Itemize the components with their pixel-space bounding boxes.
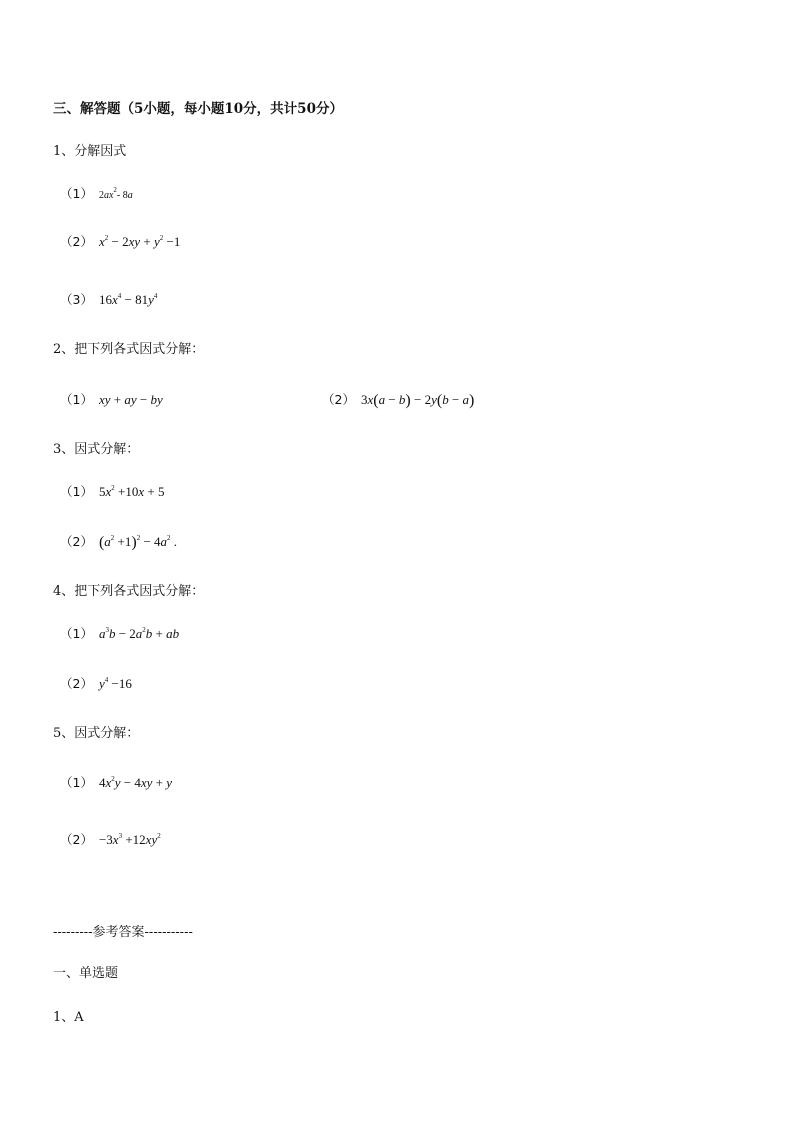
math-expression: $2ax^2-$ 8a: [98, 186, 133, 201]
math-expression: xy + ay − by: [98, 392, 163, 407]
math-expression: $a^3b - 2a^2b$ + ab: [98, 626, 180, 641]
question-2-item-2: （2） 3x(a − b) − 2y(b − a): [322, 392, 475, 409]
question-1-title: 1、分解因式: [53, 144, 127, 159]
math-expression: $16x^4 - 81y^4$: [98, 292, 158, 307]
question-5-title: 5、因式分解：: [53, 726, 140, 741]
question-1-item-3: （3） $16x^4 - 81y^4$: [60, 292, 158, 307]
math-expression: $-3x^3 +12xy^2$: [98, 832, 161, 847]
math-expression: $5x^2 +10x + 5$: [98, 484, 165, 499]
math-expression: 3x(a − b) − 2y(b − a): [360, 392, 475, 409]
question-1-item-1: （1） $2ax^2-$ 8a: [60, 186, 133, 201]
answer-1: 1、A: [53, 1010, 84, 1025]
question-5-item-1: （1） $4x^2y - 4xy + y$: [60, 775, 173, 790]
question-3-title: 3、因式分解：: [53, 442, 140, 457]
question-2-item-1: （1） xy + ay − by: [60, 392, 163, 407]
math-expression: $y^4 -16$: [98, 676, 132, 691]
question-4-item-2: （2） $y^4 -16$: [60, 676, 132, 691]
question-4-title: 4、把下列各式因式分解：: [53, 584, 205, 599]
answers-section-heading: 一、单选题: [53, 966, 119, 981]
question-5-item-2: $(2) -3x^3 +12xy^2$: [60, 832, 161, 847]
question-4-item-1: （1） $a^3b - 2a^2b$ + ab: [60, 626, 180, 641]
question-1-item-2: （2） $x^2 - 2xy + y^2 -1$: [60, 234, 181, 249]
math-expression: $(a^2 +1)^2 - 4a^2$ .: [98, 534, 178, 551]
section-heading: 三、解答题（5小题，每小题10分，共计50分）: [53, 101, 343, 117]
math-expression: $x^2 - 2xy + y^2 -1$: [98, 234, 181, 249]
answers-divider: ---------参考答案-----------: [53, 925, 193, 940]
question-3-item-2: （2） $(a^2 +1)^2 - 4a^2$ .: [60, 534, 178, 551]
math-expression: $4x^2y - 4xy + y$: [98, 775, 173, 790]
question-3-item-1: （1） $5x^2 +10x + 5$: [60, 484, 165, 499]
question-2-title: 2、把下列各式因式分解：: [53, 342, 205, 357]
